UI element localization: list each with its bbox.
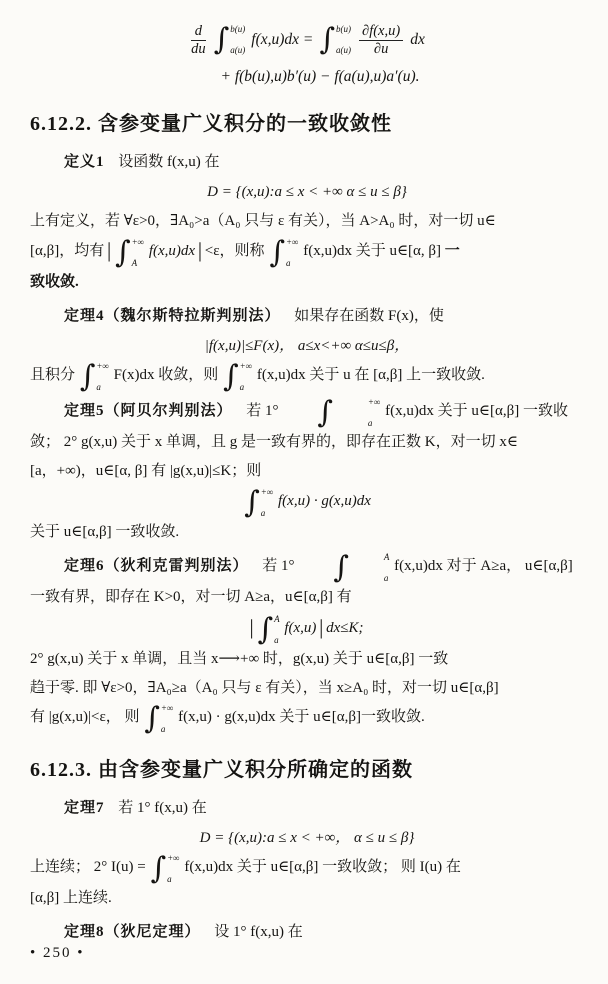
theorem-4-intro: 如果存在函数 F(x)，使 [294,308,444,324]
integral-a-inf [283,395,381,430]
theorem-7-label: 定理7 [64,800,105,816]
integral-sign: ∫ [317,395,333,430]
text-segment: f(x,u)dx 关于 u∈[α,β] 一致收敛； 则 I(u) 在 [184,859,461,875]
theorem-6-label: 定理6（狄利克雷判别法） [64,558,249,574]
frac-numerator: ∂f(x,u) [359,24,403,41]
theorem-5-body-line-4: 关于 u∈[α,β] 一致收敛. [30,524,180,540]
integral-sign: ∫ [244,485,260,520]
fraction-partial-f-partial-u [359,24,403,57]
integral-a-inf [244,485,274,520]
leibniz-line-1 [30,20,584,60]
section-heading-6-12-3: 6.12.3. 由含参变量广义积分所确定的函数 [30,759,413,781]
abs-bar: | [106,238,112,262]
integral-upper-limit: +∞ [131,237,145,247]
integral-lower-limit: a [160,724,166,734]
integral-upper-limit: +∞ [160,703,174,713]
integral-upper-limit: A [383,552,390,562]
text-segment: f(x,u)dx 对于 A≥a， u∈[α,β] [394,558,573,574]
integral-a-inf [79,359,109,394]
leibniz-line-2: + f(b(u),u)b′(u) − f(a(u),u)a′(u). [220,68,420,85]
integral-upper-limit: +∞ [167,853,180,863]
integral-a-A [299,550,390,585]
integral-lower-limit: a [96,382,101,392]
theorem-5-label: 定理5（阿贝尔判别法） [64,403,233,419]
theorem-4-condition: |f(x,u)|≤F(x)， a≤x<+∞ α≤u≤β， [204,338,410,354]
integral-upper-limit: +∞ [260,487,274,497]
text-segment: 若 1° [246,403,279,419]
integral-upper-limit: +∞ [96,361,109,371]
frac-denominator: ∂u [373,40,389,57]
formula-segment: f(x,u)dx = [251,31,314,48]
theorem-6-body-line-2: 一致有界，即存在 K>0，对一切 A≥a，u∈[α,β] 有 [30,589,352,605]
text-segment: f(x,u) · g(x,u)dx 关于 u∈[α,β]一致收敛. [178,709,425,725]
integral-a-A [257,612,280,647]
definition-1-body-line-3 [30,268,584,297]
text-segment: f(x,u)dx [148,243,196,259]
theorem-5-display-integral [30,486,584,518]
integral-sign: ∫ [79,359,96,394]
integral-lower-limit: a(u) [230,45,246,55]
fraction-d-du [191,24,206,57]
integral-au-bu [213,22,246,57]
text-segment: f(x,u) [284,620,317,636]
text-segment: [α,β]，均有 [30,243,105,259]
text-segment: f(x,u) · g(x,u)dx [278,493,371,509]
theorem-8-intro: 设 1° f(x,u) 在 [214,924,303,940]
integral-upper-limit: +∞ [285,237,299,247]
theorem-6-display-bound [30,612,584,645]
theorem-6-intro-line [30,552,584,583]
integral-lower-limit: a [285,258,291,268]
theorem-5-intro-line [30,397,584,428]
text-segment: 且积分 [30,367,76,383]
frac-denominator: du [191,40,206,57]
formula-segment: dx [410,31,425,48]
theorem-6-body-line-4: 趋于零. 即 ∀ε>0，∃A₀≥a（A₀ 只与 ε 有关），当 x≥A₀ 时，对一切 u∈[α,β] [30,680,499,696]
abs-bar: | [197,238,203,262]
page-number: • 250 • [30,945,85,961]
integral-sign: ∫ [223,359,239,394]
abs-bar: | [319,615,324,639]
integral-upper-limit: b(u) [336,24,352,34]
integral-lower-limit: a [260,508,266,518]
definition-1-domain: D = {(x,u):a ≤ x < +∞ α ≤ u ≤ β} [207,184,407,200]
integral-a-inf [150,851,180,886]
integral-a-inf [144,701,174,736]
integral-lower-limit: a(u) [336,45,352,55]
integral-sign: ∫ [150,851,167,886]
theorem-4-body-line [30,361,584,392]
text-segment: 上连续； 2° I(u) = [30,859,146,875]
integral-sign: ∫ [144,701,160,736]
theorem-7-intro-line [30,794,584,823]
integral-upper-limit: +∞ [239,361,253,371]
theorem-7-intro: 若 1° f(x,u) 在 [118,800,207,816]
integral-sign: ∫ [319,22,336,57]
integral-sign: ∫ [257,612,274,647]
bold-term-start: 一 [444,243,460,259]
integral-lower-limit: a [274,635,279,645]
integral-a-inf [223,359,253,394]
bold-term-end: 致收敛. [30,274,79,290]
theorem-7-domain: D = {(x,u):a ≤ x < +∞， α ≤ u ≤ β} [199,830,415,846]
integral-lower-limit: a [239,382,245,392]
theorem-5-body-line-3: [a，+∞)，u∈[α, β] 有 |g(x,u)|≤K；则 [30,463,262,479]
text-segment: F(x)dx 收敛，则 [113,367,219,383]
theorem-8-label: 定理8（狄尼定理） [64,924,201,940]
definition-1-label: 定义1 [64,154,105,170]
theorem-4-intro-line [30,302,584,331]
theorem-4-label: 定理4（魏尔斯特拉斯判别法） [64,308,281,324]
section-heading-6-12-2: 6.12.2. 含参变量广义积分的一致收敛性 [30,113,392,135]
integral-lower-limit: A [131,258,138,268]
integral-sign: ∫ [114,235,131,270]
integral-lower-limit: a [367,418,373,428]
integral-upper-limit: b(u) [230,24,246,34]
text-segment: f(x,u)dx 关于 u∈[α, β] [303,243,442,259]
theorem-6-body-line-3: 2° g(x,u) 关于 x 单调，且当 x⟶+∞ 时，g(x,u) 关于 u∈[α,β] 一致 [30,651,449,667]
integral-sign: ∫ [333,550,349,585]
integral-lower-limit: a [383,573,389,583]
text-segment: f(x,u)dx 关于 u∈[α,β] 一致收 [385,403,568,419]
integral-au-bu [319,22,352,57]
text-segment: 有 |g(x,u)|<ε， 则 [30,709,140,725]
leibniz-rule-formula [30,20,584,94]
integral-a-inf [269,235,299,270]
theorem-5-body-line-2: 敛； 2° g(x,u) 关于 x 单调，且 g 是一致有界的，即存在正数 K，对一切 x∈ [30,434,518,450]
text-segment: f(x,u)dx 关于 u 在 [α,β] 上一致收敛. [256,367,485,383]
theorem-8-intro-line [30,918,584,947]
abs-bar: | [249,615,254,639]
integral-lower-limit: a [167,874,172,884]
text-segment: <ε，则称 [204,243,265,259]
integral-sign: ∫ [269,235,285,270]
integral-upper-limit: A [274,614,280,624]
definition-1-body-line-2 [30,236,584,268]
theorem-7-body-line-3: [α,β] 上连续. [30,890,112,906]
definition-1-intro-line [30,148,584,177]
frac-numerator: d [191,24,206,41]
text-segment: dx≤K; [326,620,364,636]
integral-upper-limit: +∞ [367,397,381,407]
definition-1-body-line-1: 上有定义，若 ∀ε>0，∃A₀>a（A₀ 只与 ε 有关），当 A>A₀ 时，对一切 u∈ [30,213,496,229]
theorem-7-body-line-2 [30,853,584,884]
integral-A-inf [114,235,145,270]
text-segment: 若 1° [262,558,295,574]
definition-1-intro: 设函数 f(x,u) 在 [118,154,220,170]
integral-sign: ∫ [213,22,230,57]
theorem-6-body-line-5 [30,703,584,734]
